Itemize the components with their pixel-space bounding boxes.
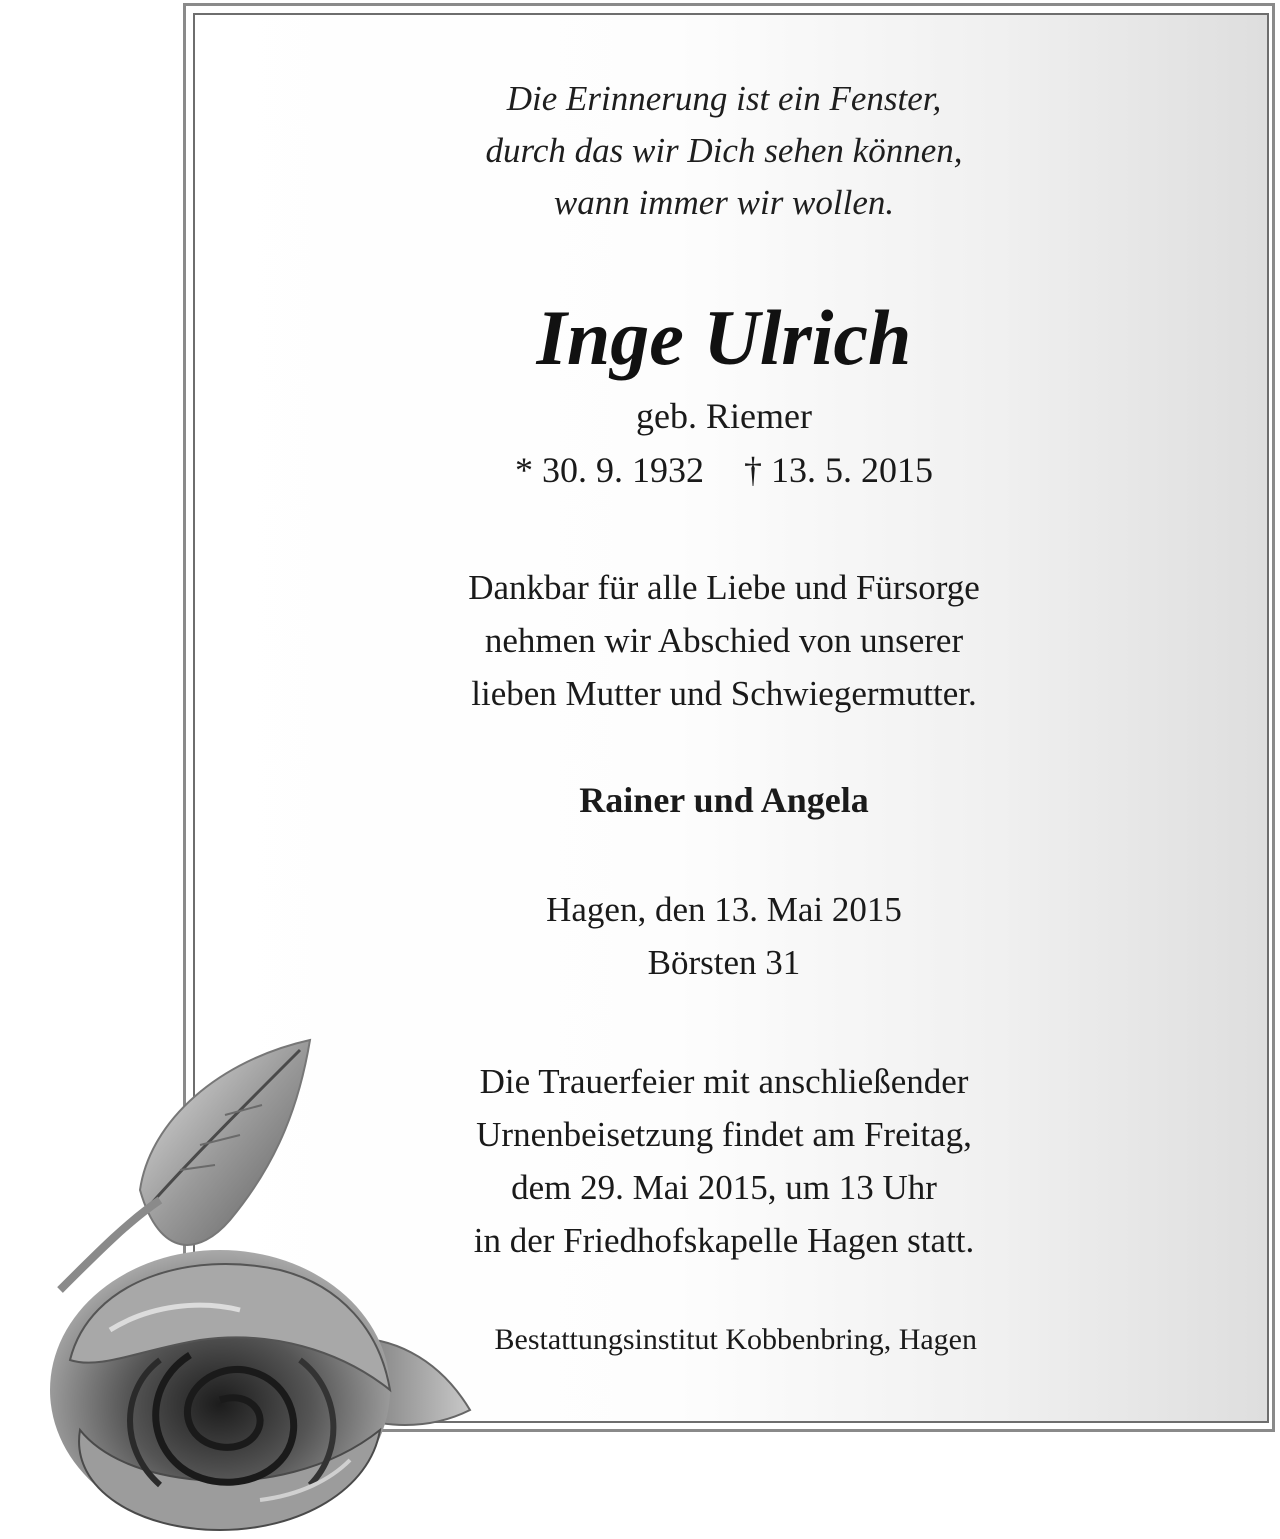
motto-line: Die Erinnerung ist ein Fenster, — [506, 79, 942, 118]
birth-date: * 30. 9. 1932 — [515, 450, 704, 490]
thanks-text — [193, 561, 1255, 720]
thanks-line: lieben Mutter und Schwiegermutter. — [471, 674, 977, 713]
thanks-line: Dankbar für alle Liebe und Fürsorge — [468, 568, 980, 607]
deceased-name: Inge Ulrich — [536, 294, 912, 381]
ceremony-line: in der Friedhofskapelle Hagen statt. — [473, 1221, 975, 1260]
ceremony-line: Urnenbeisetzung findet am Freitag, — [476, 1115, 972, 1154]
birth-name: geb. Riemer — [636, 396, 812, 436]
life-dates — [193, 447, 1255, 493]
place-and-date — [193, 883, 1255, 989]
ceremony-line: Die Trauerfeier mit anschließender — [479, 1062, 969, 1101]
motto-line: durch das wir Dich sehen können, — [485, 131, 963, 170]
rose-icon — [0, 1030, 580, 1539]
address-line: Börsten 31 — [647, 943, 801, 982]
place-date-line: Hagen, den 13. Mai 2015 — [546, 890, 902, 929]
death-date: † 13. 5. 2015 — [744, 450, 933, 490]
motto-line: wann immer wir wollen. — [553, 183, 895, 222]
thanks-line: nehmen wir Abschied von unserer — [484, 621, 964, 660]
ceremony-line: dem 29. Mai 2015, um 13 Uhr — [511, 1168, 937, 1207]
upper-leaf — [140, 1040, 310, 1245]
motto-quote — [193, 73, 1255, 229]
undertaker-name: Bestattungsinstitut Kobbenbring, Hagen — [494, 1323, 977, 1356]
mourning-family: Rainer und Angela — [579, 780, 869, 820]
